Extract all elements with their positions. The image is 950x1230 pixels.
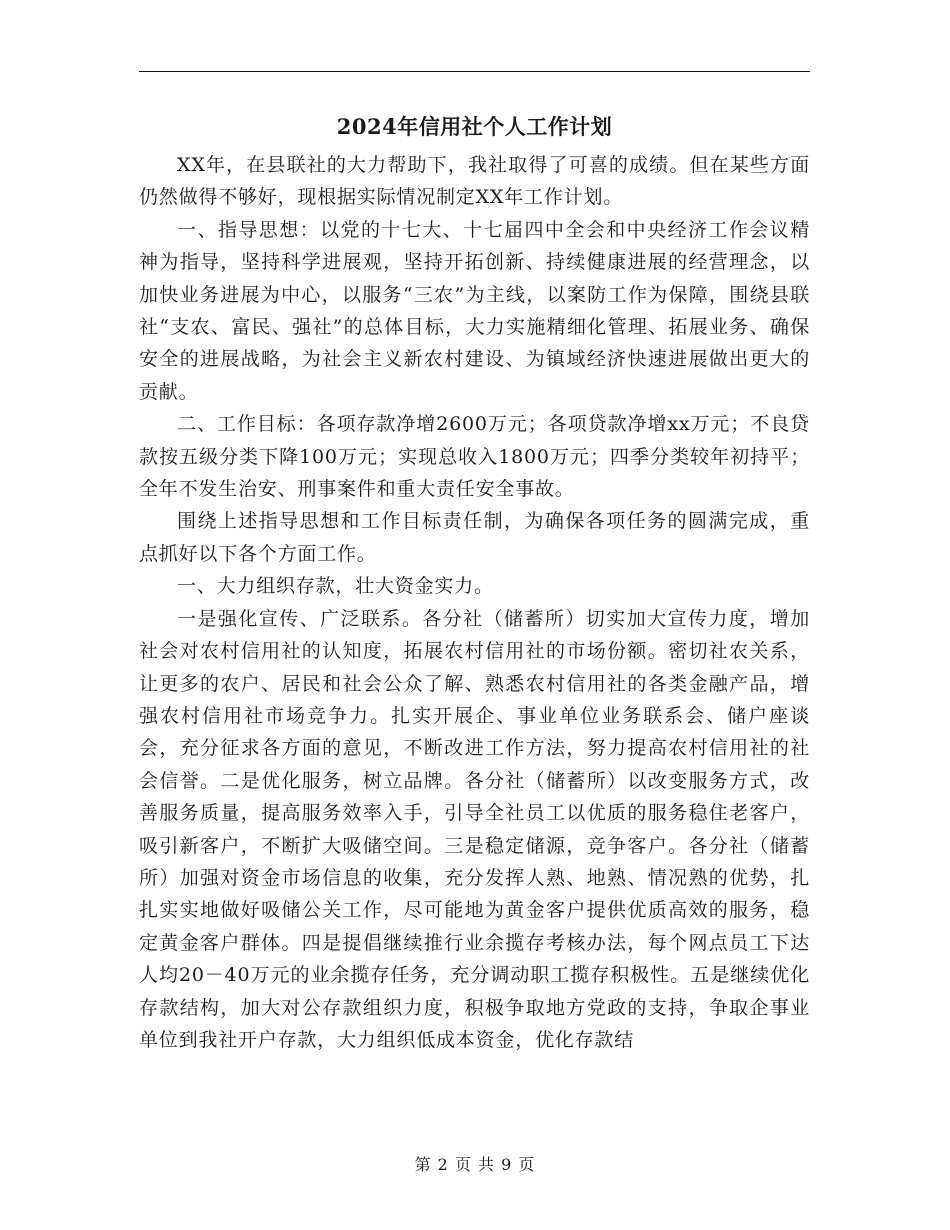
page-number: 第 2 页 共 9 页 [414, 1155, 536, 1174]
document-title: 2024年信用社个人工作计划 [336, 114, 613, 139]
document-body [139, 149, 810, 1056]
paragraph-work-goals: 二、工作目标：各项存款净增2600万元；各项贷款净增xx万元；不良贷款按五级分类下降100万元；实现总收入1800万元；四季分类较年初持平；全年不发生治安、刑事案件和重大责任安全事故。 [139, 413, 810, 501]
header-rule [139, 71, 810, 72]
paragraph-focus: 围绕上述指导思想和工作目标责任制，为确保各项任务的圆满完成，重点抓好以下各个方面工作。 [139, 510, 810, 565]
paragraph-intro: XX年，在县联社的大力帮助下，我社取得了可喜的成绩。但在某些方面仍然做得不够好，现根据实际情况制定XX年工作计划。 [139, 154, 810, 209]
paragraph-guiding-ideology: 一、指导思想：以党的十七大、十七届四中全会和中央经济工作会议精神为指导，坚持科学进展观，坚持开拓创新、持续健康进展的经营理念，以加快业务进展为中心，以服务“三农”为主线，以案防工作为保障，围绕县联社“支农、富民、强社”的总体目标，大力实施精细化管理、拓展业务、确保安全的进展战略，为社会主义新农村建设、为镇域经济快速进展做出更大的贡献。 [139, 218, 810, 403]
section-heading-deposits: 一、大力组织存款，壮大资金实力。 [177, 575, 494, 598]
paragraph-deposit-measures: 一是强化宣传、广泛联系。各分社（储蓄所）切实加大宣传力度，增加社会对农村信用社的认知度，拓展农村信用社的市场份额。密切社农关系，让更多的农户、居民和社会公众了解、熟悉农村信用社的各类金融产品，增强农村信用社市场竞争力。扎实开展企、事业单位业务联系会、储户座谈会，充分征求各方面的意见，不断改进工作方法，努力提高农村信用社的社会信誉。二是优化服务，树立品牌。各分社（储蓄所）以改变服务方式，改善服务质量，提高服务效率入手，引导全社员工以优质的服务稳住老客户，吸引新客户，不断扩大吸储空间。三是稳定储源，竞争客户。各分社（储蓄所）加强对资金市场信息的收集，充分发挥人熟、地熟、情况熟的优势，扎扎实实地做好吸储公关工作，尽可能地为黄金客户提供优质高效的服务，稳定黄金客户群体。四是提倡继续推行业余揽存考核办法，每个网点员工下达人均20－40万元的业余揽存任务，充分调动职工揽存积极性。五是继续优化存款结构，加大对公存款组织力度，积极争取地方党政的支持，争取企事业单位到我社开户存款，大力组织低成本资金，优化存款结 [139, 607, 810, 1051]
